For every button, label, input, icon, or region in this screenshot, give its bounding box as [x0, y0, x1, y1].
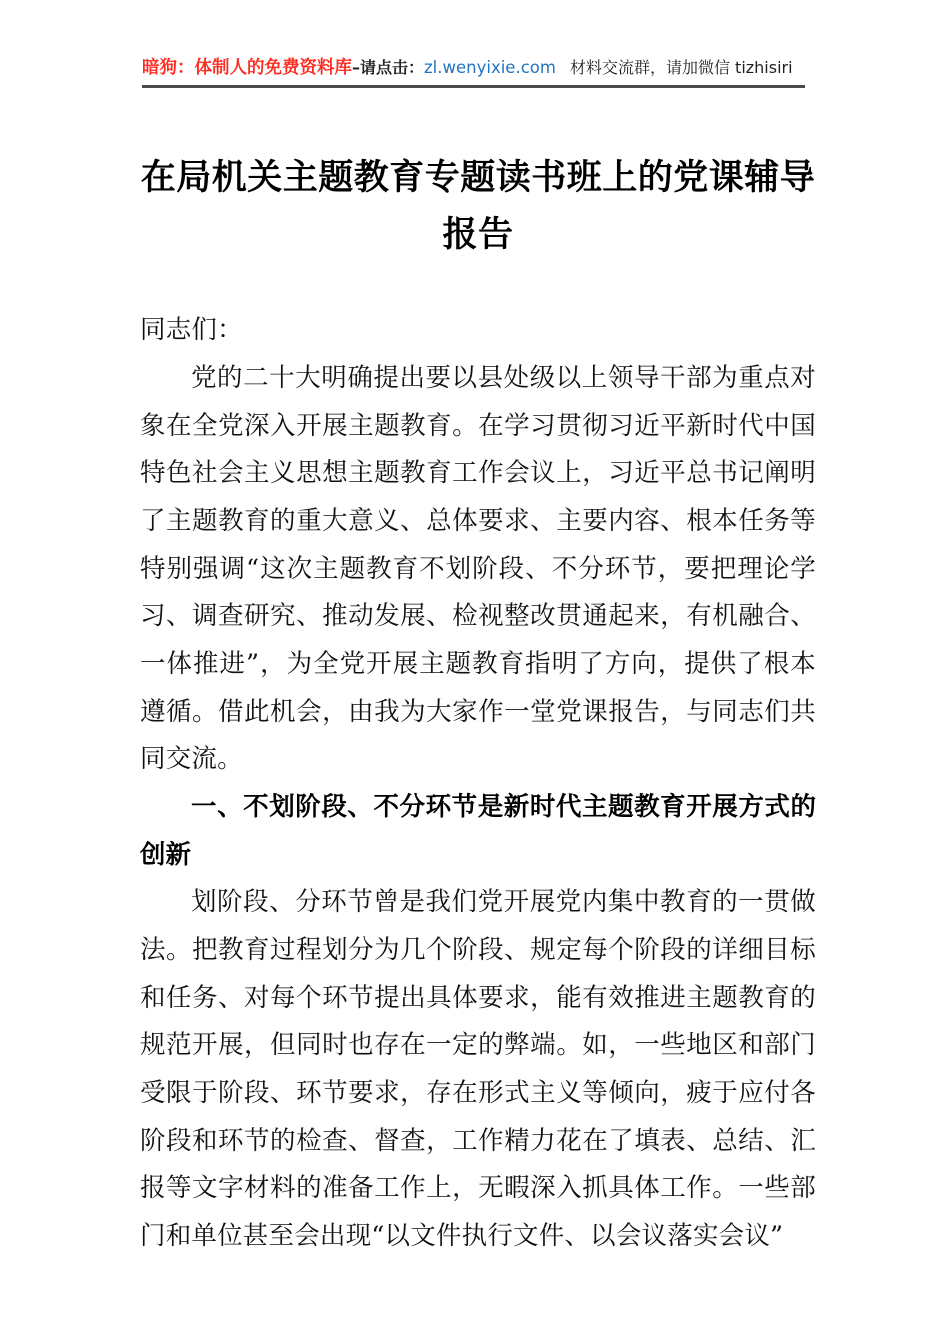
- section-heading-1: 一、不划阶段、不分环节是新时代主题教育开展方式的创新: [140, 792, 816, 870]
- document-title: 在局机关主题教育专题读书班上的党课辅导报告: [140, 157, 816, 255]
- header-cta-text: –请点击：: [352, 58, 425, 77]
- header-wechat-note: 材料交流群，请加微信 tizhisiri: [569, 58, 793, 77]
- page-header-banner: [142, 60, 805, 88]
- salutation-line: 同志们：: [140, 315, 243, 346]
- header-brand-text: 暗狗：体制人的免费资料库: [142, 58, 352, 78]
- header-website-link[interactable]: zl.wenyixie.com: [424, 58, 556, 77]
- page-header-line: [142, 60, 805, 78]
- body-paragraph-1: 党的二十大明确提出要以县处级以上领导干部为重点对象在全党深入开展主题教育。在学习贯彻习近平新时代中国特色社会主义思想主题教育工作会议上，习近平总书记阐明了主题教育的重大意义、总体要求、主要内容、根本任务等特别强调“这次主题教育不划阶段、不分环节，要把理论学习、调查研究、推动发展、检视整改贯通起来，有机融合、一体推进”，为全党开展主题教育指明了方向，提供了根本遵循。借此机会，由我为大家作一堂党课报告，与同志们共同交流。: [140, 363, 816, 775]
- document-body: [140, 150, 816, 1261]
- body-paragraph-2: 划阶段、分环节曾是我们党开展党内集中教育的一贯做法。把教育过程划分为几个阶段、规定每个阶段的详细目标和任务、对每个环节提出具体要求，能有效推进主题教育的规范开展，但同时也存在一定的弊端。如，一些地区和部门受限于阶段、环节要求，存在形式主义等倾向，疲于应付各阶段和环节的检查、督查，工作精力花在了填表、总结、汇报等文字材料的准备工作上，无暇深入抓具体工作。一些部门和单位甚至会出现“以文件执行文件、以会议落实会议”: [140, 887, 816, 1252]
